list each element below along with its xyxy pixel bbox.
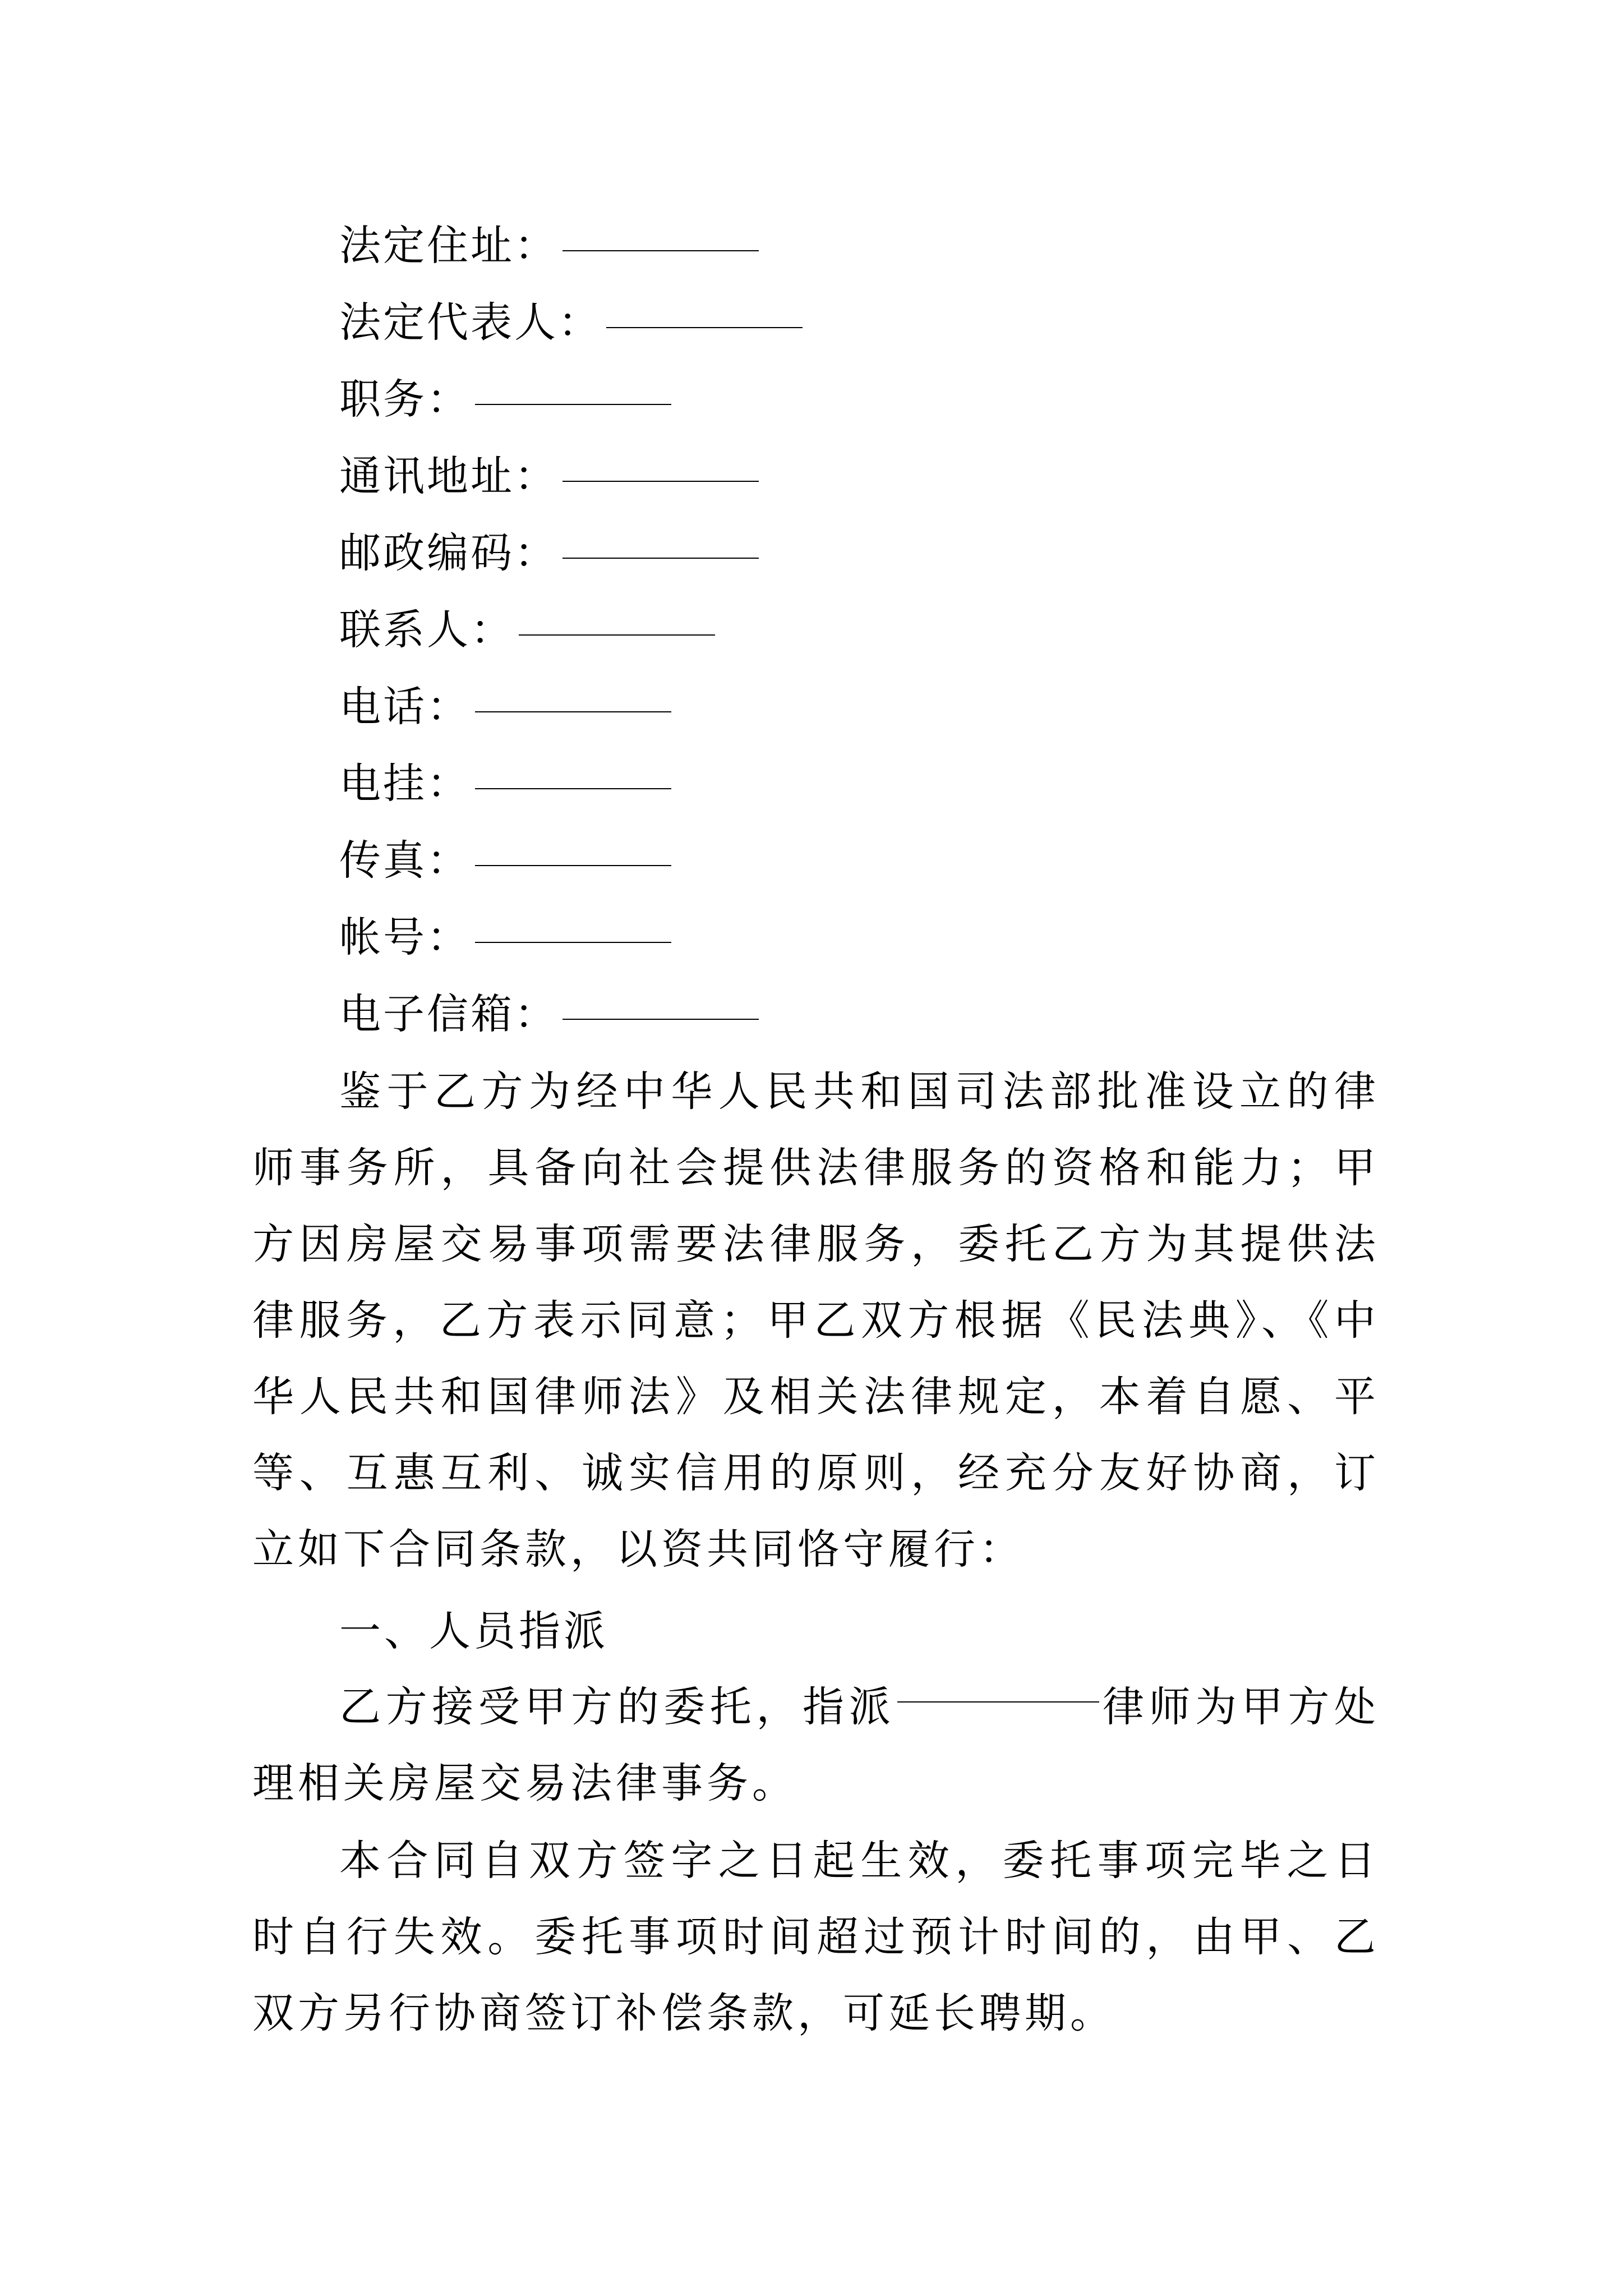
field-label: 通讯地址： <box>339 452 558 500</box>
blank-line <box>475 371 671 405</box>
blank-line <box>562 525 759 559</box>
field-label: 传真： <box>339 836 471 885</box>
field-label: 法定代表人： <box>339 298 602 347</box>
preamble-paragraph: 鉴于乙方为经中华人民共和国司法部批准设立的律师事务所，具备向社会提供法律服务的资格和能力；甲方因房屋交易事项需要法律服务，委托乙方为其提供法律服务，乙方表示同意；甲乙双方根据《民法典》、《中华人民共和国律师法》及相关法律规定，本着自愿、平等、互惠互利、诚实信用的原则，经充分友好协商，订立如下合同条款，以资共同恪守履行： <box>252 1068 1380 1573</box>
blank-line <box>475 832 671 866</box>
field-label: 法定住址： <box>339 222 558 270</box>
field-contact-person <box>339 602 715 658</box>
field-position <box>339 371 671 427</box>
field-label: 帐号： <box>339 913 471 961</box>
blank-line <box>562 448 759 482</box>
field-legal-representative <box>339 295 803 351</box>
assignment-paragraph <box>252 1669 1380 1821</box>
field-phone <box>339 679 671 735</box>
field-label: 邮政编码： <box>339 529 558 577</box>
field-telegraph <box>339 756 671 812</box>
blank-line <box>475 756 671 789</box>
blank-line <box>519 602 715 636</box>
field-legal-address <box>339 218 759 274</box>
section-heading: 一、人员指派 <box>339 1607 608 1655</box>
field-email <box>339 986 759 1042</box>
blank-line <box>475 909 671 943</box>
lawyer-name-blank <box>897 1669 1099 1703</box>
assignment-text-end: 律师为甲方处理相关房屋交易法律事务。 <box>252 1683 1380 1807</box>
field-postal-code <box>339 525 759 581</box>
blank-line <box>562 218 759 251</box>
field-account <box>339 909 671 965</box>
field-label: 电话： <box>339 683 471 731</box>
blank-line <box>562 986 759 1020</box>
blank-line <box>606 295 803 328</box>
field-label: 电挂： <box>339 760 471 808</box>
field-fax <box>339 832 671 889</box>
field-mailing-address <box>339 448 759 504</box>
field-label: 电子信箱： <box>339 990 558 1038</box>
field-label: 联系人： <box>339 606 514 654</box>
assignment-text-start: 乙方接受甲方的委托，指派 <box>339 1683 896 1731</box>
effect-paragraph: 本合同自双方签字之日起生效，委托事项完毕之日时自行失效。委托事项时间超过预计时间的，由甲、乙双方另行协商签订补偿条款，可延长聘期。 <box>252 1837 1380 2037</box>
blank-line <box>475 679 671 712</box>
field-label: 职务： <box>339 375 471 424</box>
